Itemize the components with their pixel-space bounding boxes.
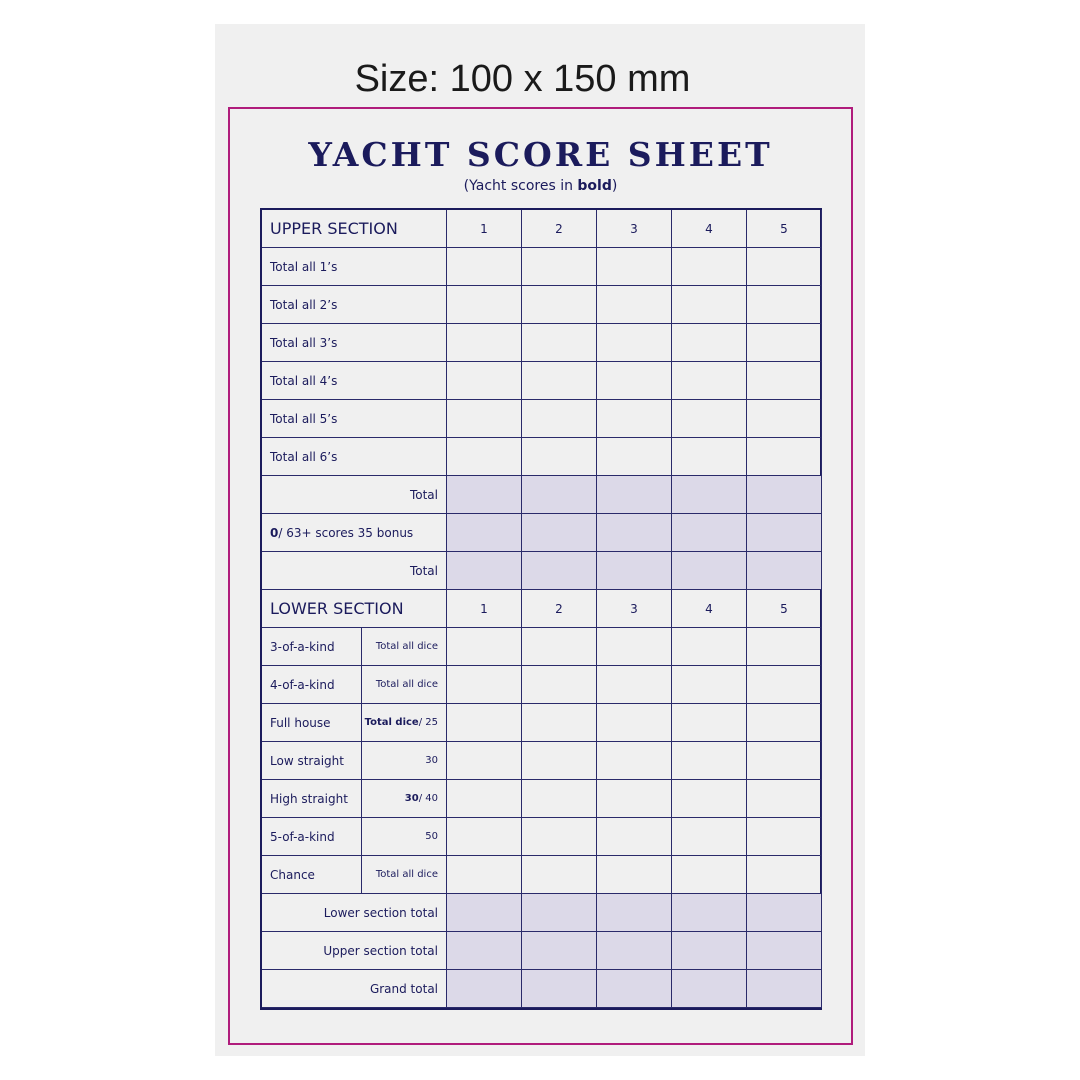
lower-row-3-score-cell-1[interactable] [447, 704, 522, 742]
lower-row-1-score-cell-5[interactable] [747, 628, 822, 666]
lower-total-label: Lower section total [262, 894, 447, 932]
scoring-text: Total all dice [375, 679, 438, 690]
lower-row-3-score-cell-3[interactable] [597, 704, 672, 742]
lower-row-6-score-cell-2[interactable] [522, 818, 597, 856]
lower-total-3-score-cell-2[interactable] [522, 970, 597, 1008]
lower-row-label: 5-of-a-kind [262, 818, 362, 856]
upper-row-5-score-cell-2[interactable] [522, 400, 597, 438]
lower-row-4-score-cell-4[interactable] [672, 742, 747, 780]
upper-row-3-score-cell-3[interactable] [597, 324, 672, 362]
lower-row-6-score-cell-5[interactable] [747, 818, 822, 856]
lower-row-scoring [362, 742, 447, 780]
lower-row-5-score-cell-5[interactable] [747, 780, 822, 818]
lower-row-label: 3-of-a-kind [262, 628, 362, 666]
upper-total2-score-cell-5[interactable] [747, 552, 822, 590]
upper-row-3-score-cell-2[interactable] [522, 324, 597, 362]
upper-row-2-score-cell-2[interactable] [522, 286, 597, 324]
upper-row-6-score-cell-5[interactable] [747, 438, 822, 476]
upper-total-score-cell-2[interactable] [522, 476, 597, 514]
lower-total-1-score-cell-1[interactable] [447, 894, 522, 932]
lower-row-scoring [362, 856, 447, 894]
lower-row-3-score-cell-2[interactable] [522, 704, 597, 742]
lower-row-label: Low straight [262, 742, 362, 780]
lower-total-1-score-cell-4[interactable] [672, 894, 747, 932]
scoring-text: / 40 [418, 793, 438, 804]
lower-row-2-score-cell-1[interactable] [447, 666, 522, 704]
scoring-text: / 25 [418, 717, 438, 728]
upper-row-1-score-cell-2[interactable] [522, 248, 597, 286]
upper-total2-score-cell-3[interactable] [597, 552, 672, 590]
upper-bonus-score-cell-5[interactable] [747, 514, 822, 552]
lower-section-column-2: 2 [522, 590, 597, 628]
lower-row-5-score-cell-1[interactable] [447, 780, 522, 818]
upper-row-1-score-cell-4[interactable] [672, 248, 747, 286]
lower-row-1-score-cell-3[interactable] [597, 628, 672, 666]
lower-row-label: 4-of-a-kind [262, 666, 362, 704]
lower-row-3-score-cell-4[interactable] [672, 704, 747, 742]
lower-row-4-score-cell-1[interactable] [447, 742, 522, 780]
lower-row-2-score-cell-4[interactable] [672, 666, 747, 704]
lower-total-label: Upper section total [262, 932, 447, 970]
upper-row-5-score-cell-1[interactable] [447, 400, 522, 438]
upper-row-4-score-cell-5[interactable] [747, 362, 822, 400]
lower-total-3-score-cell-5[interactable] [747, 970, 822, 1008]
sheet-title: YACHT SCORE SHEET [308, 135, 773, 174]
upper-bonus-score-cell-2[interactable] [522, 514, 597, 552]
lower-total-3-score-cell-4[interactable] [672, 970, 747, 1008]
lower-row-1-score-cell-2[interactable] [522, 628, 597, 666]
subtitle-pre: (Yacht scores in [463, 178, 578, 194]
scoring-text: 50 [425, 831, 438, 842]
lower-section-column-4: 4 [672, 590, 747, 628]
upper-row-1-score-cell-5[interactable] [747, 248, 822, 286]
upper-row-label: Total all 2’s [262, 286, 447, 324]
lower-row-5-score-cell-3[interactable] [597, 780, 672, 818]
upper-row-5-score-cell-4[interactable] [672, 400, 747, 438]
upper-section-column-2: 2 [522, 210, 597, 248]
lower-total-2-score-cell-4[interactable] [672, 932, 747, 970]
lower-section-header: LOWER SECTION [262, 590, 447, 628]
lower-row-1-score-cell-1[interactable] [447, 628, 522, 666]
lower-total-1-score-cell-3[interactable] [597, 894, 672, 932]
upper-total-label: Total [262, 476, 447, 514]
lower-row-scoring [362, 780, 447, 818]
lower-row-7-score-cell-3[interactable] [597, 856, 672, 894]
lower-row-7-score-cell-2[interactable] [522, 856, 597, 894]
upper-total2-score-cell-4[interactable] [672, 552, 747, 590]
lower-row-2-score-cell-2[interactable] [522, 666, 597, 704]
lower-row-scoring [362, 818, 447, 856]
lower-row-5-score-cell-4[interactable] [672, 780, 747, 818]
lower-row-6-score-cell-4[interactable] [672, 818, 747, 856]
lower-row-1-score-cell-4[interactable] [672, 628, 747, 666]
lower-row-6-score-cell-1[interactable] [447, 818, 522, 856]
scoring-text: Total all dice [375, 641, 438, 652]
lower-total-label: Grand total [262, 970, 447, 1008]
upper-total2-label: Total [262, 552, 447, 590]
upper-row-2-score-cell-5[interactable] [747, 286, 822, 324]
lower-total-2-score-cell-1[interactable] [447, 932, 522, 970]
upper-total-score-cell-1[interactable] [447, 476, 522, 514]
upper-row-6-score-cell-2[interactable] [522, 438, 597, 476]
upper-row-2-score-cell-4[interactable] [672, 286, 747, 324]
upper-row-5-score-cell-5[interactable] [747, 400, 822, 438]
lower-row-scoring [362, 666, 447, 704]
upper-section-column-4: 4 [672, 210, 747, 248]
lower-total-1-score-cell-5[interactable] [747, 894, 822, 932]
upper-section-column-3: 3 [597, 210, 672, 248]
upper-row-3-score-cell-1[interactable] [447, 324, 522, 362]
sheet-subtitle [230, 178, 851, 194]
lower-row-6-score-cell-3[interactable] [597, 818, 672, 856]
upper-row-4-score-cell-3[interactable] [597, 362, 672, 400]
upper-section-column-1: 1 [447, 210, 522, 248]
scoring-text: 30 [425, 755, 438, 766]
lower-total-2-score-cell-3[interactable] [597, 932, 672, 970]
upper-bonus-label [262, 514, 447, 552]
subtitle-post: ) [611, 178, 618, 194]
lower-row-4-score-cell-3[interactable] [597, 742, 672, 780]
upper-row-2-score-cell-1[interactable] [447, 286, 522, 324]
lower-row-label: Chance [262, 856, 362, 894]
upper-bonus-score-cell-1[interactable] [447, 514, 522, 552]
lower-row-2-score-cell-5[interactable] [747, 666, 822, 704]
upper-total2-score-cell-2[interactable] [522, 552, 597, 590]
size-label: Size: 100 x 150 mm [354, 58, 691, 100]
lower-row-7-score-cell-5[interactable] [747, 856, 822, 894]
lower-total-1-score-cell-2[interactable] [522, 894, 597, 932]
upper-row-6-score-cell-3[interactable] [597, 438, 672, 476]
lower-row-label: High straight [262, 780, 362, 818]
upper-row-label: Total all 5’s [262, 400, 447, 438]
upper-row-label: Total all 3’s [262, 324, 447, 362]
upper-row-6-score-cell-4[interactable] [672, 438, 747, 476]
upper-total-score-cell-3[interactable] [597, 476, 672, 514]
upper-row-1-score-cell-1[interactable] [447, 248, 522, 286]
lower-section-column-1: 1 [447, 590, 522, 628]
upper-section-column-5: 5 [747, 210, 822, 248]
upper-row-4-score-cell-4[interactable] [672, 362, 747, 400]
lower-row-5-score-cell-2[interactable] [522, 780, 597, 818]
lower-row-3-score-cell-5[interactable] [747, 704, 822, 742]
lower-row-scoring [362, 628, 447, 666]
lower-row-7-score-cell-1[interactable] [447, 856, 522, 894]
upper-row-label: Total all 6’s [262, 438, 447, 476]
lower-section-column-5: 5 [747, 590, 822, 628]
upper-row-5-score-cell-3[interactable] [597, 400, 672, 438]
upper-total2-score-cell-1[interactable] [447, 552, 522, 590]
lower-row-4-score-cell-2[interactable] [522, 742, 597, 780]
bonus-text: / 63+ scores 35 bonus [278, 525, 414, 540]
upper-row-1-score-cell-3[interactable] [597, 248, 672, 286]
upper-row-4-score-cell-1[interactable] [447, 362, 522, 400]
upper-row-label: Total all 4’s [262, 362, 447, 400]
upper-row-6-score-cell-1[interactable] [447, 438, 522, 476]
lower-row-label: Full house [262, 704, 362, 742]
lower-total-3-score-cell-3[interactable] [597, 970, 672, 1008]
lower-row-2-score-cell-3[interactable] [597, 666, 672, 704]
lower-section-column-3: 3 [597, 590, 672, 628]
upper-row-label: Total all 1’s [262, 248, 447, 286]
lower-total-3-score-cell-1[interactable] [447, 970, 522, 1008]
scoring-text: Total all dice [375, 869, 438, 880]
upper-row-3-score-cell-5[interactable] [747, 324, 822, 362]
upper-section-header: UPPER SECTION [262, 210, 447, 248]
upper-row-4-score-cell-2[interactable] [522, 362, 597, 400]
bonus-bold-value: 0 [270, 525, 279, 540]
lower-total-2-score-cell-5[interactable] [747, 932, 822, 970]
upper-bonus-score-cell-4[interactable] [672, 514, 747, 552]
upper-total-score-cell-4[interactable] [672, 476, 747, 514]
lower-row-7-score-cell-4[interactable] [672, 856, 747, 894]
lower-row-scoring [362, 704, 447, 742]
upper-row-2-score-cell-3[interactable] [597, 286, 672, 324]
upper-bonus-score-cell-3[interactable] [597, 514, 672, 552]
scoring-bold: 30 [404, 793, 419, 804]
upper-row-3-score-cell-4[interactable] [672, 324, 747, 362]
score-table [260, 208, 822, 1010]
lower-row-4-score-cell-5[interactable] [747, 742, 822, 780]
subtitle-bold: bold [577, 178, 612, 194]
lower-total-2-score-cell-2[interactable] [522, 932, 597, 970]
upper-total-score-cell-5[interactable] [747, 476, 822, 514]
scoring-bold: Total dice [364, 717, 419, 728]
